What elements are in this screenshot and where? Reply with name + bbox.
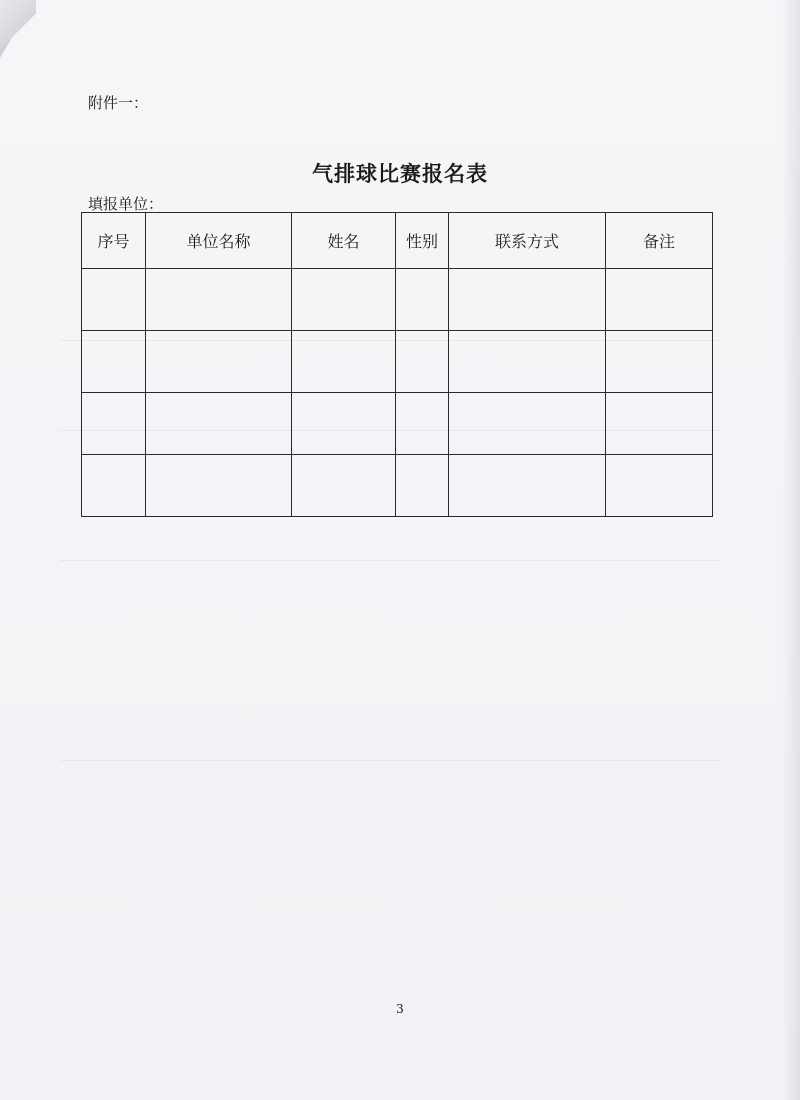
- table-cell: [449, 455, 606, 517]
- table-header-row: [82, 213, 713, 269]
- table-cell: [292, 331, 396, 393]
- table-cell: [292, 455, 396, 517]
- header-name: 姓名: [292, 213, 396, 269]
- table-cell: [292, 269, 396, 331]
- table-cell: [606, 393, 713, 455]
- bleed-through-line: [60, 760, 720, 761]
- table-cell: [396, 455, 449, 517]
- header-remarks: 备注: [606, 213, 713, 269]
- table-cell: [82, 455, 146, 517]
- header-contact: 联系方式: [449, 213, 606, 269]
- registration-table: [81, 212, 713, 517]
- reporting-unit-label: 填报单位：: [88, 195, 164, 213]
- table-row: [82, 269, 713, 331]
- table-cell: [292, 393, 396, 455]
- header-serial-number: 序号: [82, 213, 146, 269]
- table-row: [82, 393, 713, 455]
- table-row: [82, 331, 713, 393]
- table-cell: [606, 269, 713, 331]
- table-cell: [606, 331, 713, 393]
- bleed-through-line: [60, 560, 720, 561]
- table-cell: [449, 331, 606, 393]
- table-cell: [396, 331, 449, 393]
- attachment-label: 附件一：: [88, 94, 149, 112]
- table-cell: [146, 331, 292, 393]
- table-cell: [606, 455, 713, 517]
- table-cell: [146, 269, 292, 331]
- table-row: [82, 455, 713, 517]
- header-unit-name: 单位名称: [146, 213, 292, 269]
- table-cell: [449, 393, 606, 455]
- table-cell: [82, 269, 146, 331]
- folded-corner-shade: [0, 0, 36, 62]
- table-cell: [82, 393, 146, 455]
- form-title: 气排球比赛报名表: [312, 161, 488, 186]
- table-cell: [82, 331, 146, 393]
- table-cell: [396, 393, 449, 455]
- table-cell: [146, 393, 292, 455]
- header-gender: 性别: [396, 213, 449, 269]
- table-cell: [396, 269, 449, 331]
- page-number: 3: [396, 1002, 404, 1016]
- table-cell: [146, 455, 292, 517]
- table-cell: [449, 269, 606, 331]
